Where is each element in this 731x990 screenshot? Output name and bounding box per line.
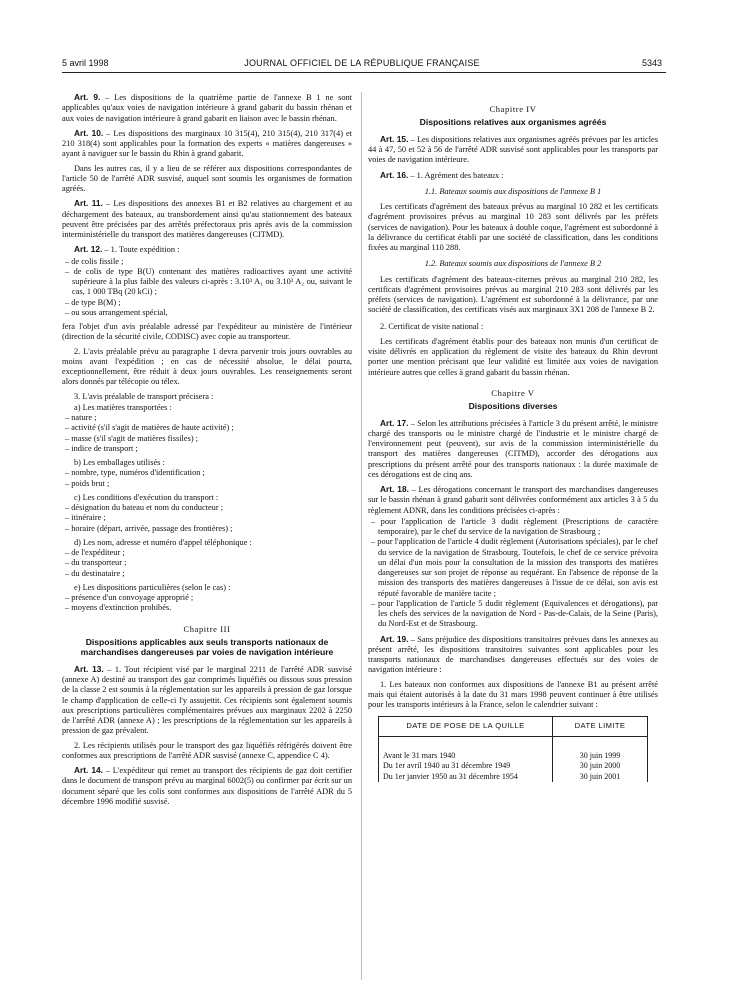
page-number: 5343: [641, 58, 662, 68]
article-10: Art. 10. – Les dispositions des marginaux 10 315(4), 210 315(4), 210 317(4) et 210 318(4) sont applicables pour la formation des experts « matières dangereuses » ayant à naviguer sur le bassin du Rhin à grand gabarit.: [62, 127, 352, 159]
list-item: – pour l'application de l'article 4 dudit règlement (Autorisations spéciales), par le chef du service de la navigation de Strasbourg. Toutefois, le chef de ce service prévoira un délai d'un mois pour la consultation de la mission des transports des matières dangereuses sur son projet de réponse au requérant. En l'absence de réponse de la mission des transports des matières dangereuses à l'issue de ce délai, son avis est réputé favorable de manière tacite ;: [371, 537, 658, 598]
article-10-paragraph: Dans les autres cas, il y a lieu de se référer aux dispositions correspondantes de l'article 50 de l'arrêté ADR susvisé, auquel sont soumis les organismes de formation agréés.: [62, 163, 352, 193]
article-14: Art. 14. – L'expéditeur qui remet au transport des récipients de gaz doit certifier dans le document de transport prévu au marginal 6002(5) ou confirmer par écrit sur un document séparé que les colis sont conformes aux dispositions de l'arrêté ADR du 5 décembre 1996 modifié susvisé.: [62, 765, 352, 806]
list-item: – activité (s'il s'agit de matières de haute activité) ;: [65, 423, 234, 433]
subsection-1-2: 1.2. Bateaux soumis aux dispositions de l'annexe B 2: [424, 259, 602, 269]
article-12-p3: 3. L'avis préalable de transport précisera :: [74, 391, 214, 401]
article-13-p2: 2. Les récipients utilisés pour le transport des gaz liquéfiés réfrigérés doivent être conformes aux prescriptions de l'arrêté ADR susvisé (annexe C, appendice C 4).: [62, 740, 352, 760]
subsection-2-text: Les certificats d'agrément établis pour des bateaux non munis d'un certificat de visite délivrés en application du règlement de visite des bateaux du Rhin devront porter une mention précisant que leur validité est limitée aux voies de navigation intérieure autres que celles à grand gabarit du bassin rhénan.: [368, 336, 658, 377]
chapter-5-title: Dispositions diverses: [468, 401, 558, 411]
subsection-1-1-text: Les certificats d'agrément des bateaux prévus au marginal 10 282 et les certificats d'agrément provisoires prévus au marginal 10 283 sont délivrés par les préfets (services de navigation). Pour les bateaux à double coque, l'agrément est subordonné à la délivrance du certificat établi par une société de classification, dans les conditions fixées au marginal 110 288.: [368, 202, 658, 252]
subsection-e: e) Les dispositions particulières (selon le cas) :: [74, 582, 231, 592]
chapter-4-title: Dispositions relatives aux organismes agréés: [419, 117, 607, 128]
article-12-p2: 2. L'avis préalable prévu au paragraphe 1 devra parvenir trois jours ouvrables au moins avant l'expédition ; en cas de nécessité absolue, le délai pourra, exceptionnellement, être réduit à deux jours ouvrables. Les renseignements seront alors donnés par télécopie ou télex.: [62, 346, 352, 387]
subsection-b-list: [62, 468, 352, 489]
article-12-list: [62, 257, 352, 319]
article-18: Art. 18. – Les dérogations concernant le transport des marchandises dangereuses sur le bassin rhénan à grand gabarit sont délivrées conformément aux articles 3 à 5 du règlement ADNR, dans les conditions précisées ci-après :: [368, 484, 658, 515]
table-row: [379, 751, 648, 762]
article-12-after: fera l'objet d'un avis préalable adressé par l'expéditeur au ministère de l'intérieur (direction de la sécurité civile, CODISC) avec copie au transporteur.: [62, 322, 352, 342]
article-9: Art. 9. – Les dispositions de la quatrième partie de l'annexe B 1 ne sont applicables qu'aux voies de navigation intérieure à grand gabarit du bassin rhénan et aux voies de navigation intérieure à grand gabarit en liaison avec le bassin rhénan.: [62, 92, 352, 123]
list-item: – de type B(M) ;: [65, 297, 121, 307]
subsection-a-list: [62, 413, 352, 454]
table-header-keel-date: DATE DE POSE DE LA QUILLE: [379, 717, 553, 736]
right-column: [368, 92, 658, 782]
list-item: – indice de transport ;: [65, 443, 138, 453]
list-item: – pour l'application de l'article 3 dudit règlement (Prescriptions de caractère temporaire), par le chef du service de la navigation de Strasbourg ;: [371, 516, 658, 536]
subsection-d: d) Les nom, adresse et numéro d'appel téléphonique :: [74, 537, 252, 547]
header-rule: [62, 72, 666, 73]
subsection-a: a) Les matières transportées :: [74, 402, 172, 412]
left-column: [62, 92, 352, 811]
list-item: – présence d'un convoyage approprié ;: [65, 593, 194, 602]
list-item: – moyens d'extinction prohibés.: [65, 603, 172, 613]
subsection-1-1: 1.1. Bateaux soumis aux dispositions de l'annexe B 1: [424, 186, 602, 196]
article-18-list: [368, 517, 658, 630]
table-cell: 30 juin 1999: [553, 751, 648, 762]
list-item: – poids brut ;: [65, 478, 110, 488]
list-item: – désignation du bateau et nom du conducteur ;: [65, 503, 224, 512]
column-divider: [361, 92, 362, 980]
subsection-c-list: [62, 503, 352, 534]
subsection-c: c) Les conditions d'exécution du transport :: [74, 492, 219, 502]
chapter-3-label: Chapitre III: [183, 623, 231, 634]
article-15: Art. 15. – Les dispositions relatives aux organismes agréés prévues par les articles 44 à 47, 50 et 52 à 56 de l'arrêté ADR susvisé sont applicables pour les transports par voies de navigation intérieure.: [368, 133, 658, 165]
page-header: [62, 58, 662, 70]
article-19: Art. 19. – Sans préjudice des dispositions transitoires prévues dans les annexes au présent arrêté, les dispositions transitoires suivantes sont applicables pour les transports nationaux de marchandises dangereuses effectués sur des voies de navigation intérieure :: [368, 633, 658, 675]
list-item: – nature ;: [65, 413, 97, 422]
chapter-5-label: Chapitre V: [491, 387, 535, 398]
table-row: [379, 772, 648, 783]
chapter-4-label: Chapitre IV: [489, 104, 537, 114]
journal-title: JOURNAL OFFICIEL DE LA RÉPUBLIQUE FRANÇAISE: [244, 58, 480, 68]
article-13: Art. 13. – 1. Tout récipient visé par le marginal 2211 de l'arrêté ADR susvisé (annexe A) destiné au transport des gaz comprimés liquéfiés ou dissous sous pression de la classe 2 est soumis à la réglementation sur les appareils à pression de gaz lorsque le champ d'application de celle-ci l'y assujettit. Ces récipients sont également soumis aux prescriptions particulières complémentaires prévues aux marginaux 2202 à 2250 de l'arrêté ADR (annexe A) ; les prescriptions de la réglementation sur les appareils à pression de gaz prévalent.: [62, 663, 352, 736]
list-item: – nombre, type, numéros d'identification ;: [65, 468, 205, 478]
table-cell: Du 1er avril 1940 au 31 décembre 1949: [379, 761, 553, 772]
article-16: Art. 16. – 1. Agrément des bateaux :: [380, 169, 504, 180]
list-item: – horaire (départ, arrivée, passage des frontières) ;: [65, 523, 233, 533]
subsection-2: 2. Certificat de visite national :: [380, 321, 484, 331]
article-12: Art. 12. – 1. Toute expédition :: [74, 244, 180, 255]
list-item: – masse (s'il s'agit de matières fissiles) ;: [65, 433, 199, 443]
article-19-p1: 1. Les bateaux non conformes aux dispositions de l'annexe B1 au présent arrêté mais qui étaient autorisés à la date du 31 mars 1998 peuvent continuer à être utilisés pour les transports intérieurs à la France, selon le calendrier suivant :: [368, 679, 658, 709]
table-header-deadline: DATE LIMITE: [553, 717, 648, 736]
list-item: – ou sous arrangement spécial,: [65, 307, 168, 317]
table-cell: 30 juin 2001: [553, 772, 648, 783]
table-row: [379, 761, 648, 772]
article-17: Art. 17. – Selon les attributions précisées à l'article 3 du présent arrêté, le ministre chargé des transports ou le ministre chargé de l'industrie et le ministre chargé de l'environnement peut (peuvent), sur avis de la commission interministérielle du transport des matières dangereuses (CITMD), accorder des dérogations aux prescriptions du présent arrêté pour des transports nationaux : la durée maximale de ces dérogations est de cinq ans.: [368, 417, 659, 479]
header-date: 5 avril 1998: [62, 58, 109, 68]
transition-table: [378, 716, 648, 782]
table-cell: Du 1er janvier 1950 au 31 décembre 1954: [379, 772, 553, 783]
table-cell: 30 juin 2000: [553, 761, 648, 772]
subsection-1-2-text: Les certificats d'agrément des bateaux-citernes prévus au marginal 210 282, les certificats d'agrément provisoires prévus au marginal 210 283 sont délivrés par les préfets (services de navigation). L'agrément est subordonné à la délivrance, par une société de classification, des certificats visés aux marginaux 3X1 208 de l'annexe B 2.: [368, 274, 658, 315]
list-item: – de l'expéditeur ;: [65, 548, 125, 557]
subsection-d-list: [62, 548, 352, 579]
list-item: – itinéraire ;: [65, 513, 106, 523]
list-item: – du transporteur ;: [65, 558, 127, 568]
table-cell: Avant le 31 mars 1940: [379, 751, 553, 762]
list-item: – de colis fissile ;: [65, 256, 124, 266]
list-item: – du destinataire ;: [65, 568, 125, 578]
list-item: – de colis de type B(U) contenant des matières radioactives ayant une activité supérieure à la plus faible des valeurs ci-après : 3.10³ A₁ ou 3.10³ A₂ ou, suivant le cas, 1 000 TBq (20 kCi) ;: [65, 266, 352, 297]
article-11: Art. 11. – Les dispositions des annexes B1 et B2 relatives au chargement et au déchargement des bateaux, au transbordement ainsi qu'au stationnement des bateaux peuvent être précisées par des arrêtés préfectoraux pris après avis de la commission interministérielle du transport des matières dangereuses (CITMD).: [62, 198, 352, 239]
list-item: – pour l'application de l'article 5 dudit règlement (Equivalences et dérogations), par les chefs des services de la navigation de Nord - Pas-de-Calais, de la Seine (Paris), du Nord-Est et de Strasbourg.: [371, 598, 658, 629]
subsection-e-list: [62, 593, 352, 614]
chapter-3-title: Dispositions applicables aux seuls transports nationaux de marchandises dangereuses par voies de navigation intérieure: [80, 636, 334, 658]
subsection-b: b) Les emballages utilisés :: [74, 458, 165, 467]
